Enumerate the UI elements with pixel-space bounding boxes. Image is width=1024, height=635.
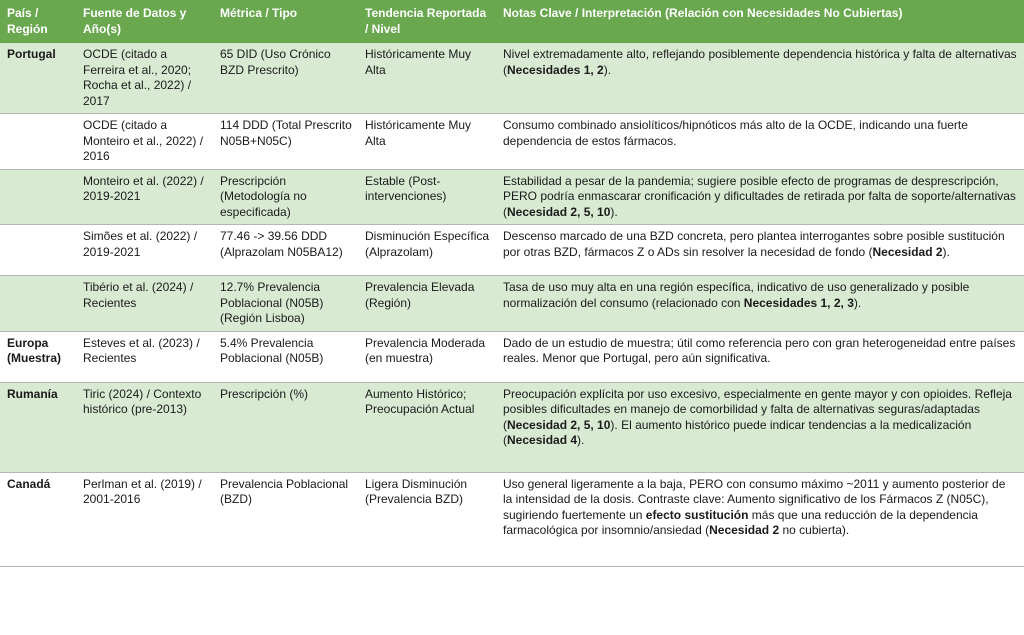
table-row: [0, 43, 1024, 114]
cell-metric: Prescripción (%): [213, 382, 358, 472]
cell-source: Perlman et al. (2019) / 2001-2016: [76, 472, 213, 566]
notes-emphasis: Necesidades 1, 2, 3: [743, 295, 854, 310]
cell-trend: Históricamente Muy Alta: [358, 43, 496, 114]
cell-region: Rumanía: [0, 382, 76, 472]
notes-text: Uso general ligeramente a la baja, PERO con consumo máximo ~2011 y aumento posterior de la intensidad de la dosis. Contraste clave: Aumento significativo de los Fármacos Z (N05C), sugiriendo fuertemente un: [503, 476, 1006, 522]
table-row: [0, 225, 1024, 276]
cell-source: OCDE (citado a Monteiro et al., 2022) / 2016: [76, 114, 213, 170]
notes-text: Estabilidad a pesar de la pandemia; sugiere posible efecto de programas de desprescripción, PERO podría enmascarar cronificación y dificultades de retirada por falta de soporte/alternativas (: [503, 173, 1016, 219]
notes-emphasis: Necesidad 4: [507, 433, 578, 447]
header-trend: Tendencia Reportada / Nivel: [358, 0, 496, 43]
cell-trend: Históricamente Muy Alta: [358, 114, 496, 170]
cell-trend: Aumento Histórico; Preocupación Actual: [358, 382, 496, 472]
table-row: [0, 276, 1024, 332]
notes-text: Nivel extremadamente alto, reflejando posiblemente dependencia histórica y falta de alternativas (: [503, 47, 1017, 77]
table-row: [0, 472, 1024, 566]
header-metric: Métrica / Tipo: [213, 0, 358, 43]
cell-region: [0, 169, 76, 225]
cell-metric: 65 DID (Uso Crónico BZD Prescrito): [213, 43, 358, 114]
cell-source: Simões et al. (2022) / 2019-2021: [76, 225, 213, 276]
cell-source: Monteiro et al. (2022) / 2019-2021: [76, 169, 213, 225]
notes-text: no cubierta).: [779, 523, 850, 537]
table-row: [0, 331, 1024, 382]
notes-text: Consumo combinado ansiolíticos/hipnóticos más alto de la OCDE, indicando una fuerte dependencia de estos fármacos.: [503, 118, 968, 148]
table-row: [0, 114, 1024, 170]
cell-trend: Estable (Post-intervenciones): [358, 169, 496, 225]
cell-source: Tiric (2024) / Contexto histórico (pre-2013): [76, 382, 213, 472]
table-body: [0, 43, 1024, 566]
cell-notes: [496, 382, 1024, 472]
header-source: Fuente de Datos y Año(s): [76, 0, 213, 43]
cell-metric: 77.46 -> 39.56 DDD (Alprazolam N05BA12): [213, 225, 358, 276]
cell-trend: Disminución Específica (Alprazolam): [358, 225, 496, 276]
cell-region: Portugal: [0, 43, 76, 114]
cell-notes: [496, 114, 1024, 170]
header-row: [0, 0, 1024, 43]
notes-emphasis: Necesidad 2: [872, 244, 943, 259]
notes-emphasis: Necesidad 2, 5, 10: [507, 204, 611, 219]
cell-notes: [496, 331, 1024, 382]
notes-text: ).: [603, 62, 612, 77]
notes-emphasis: Necesidades 1, 2: [507, 62, 604, 77]
cell-region: Europa (Muestra): [0, 331, 76, 382]
cell-region: [0, 225, 76, 276]
notes-text: ).: [577, 433, 585, 447]
cell-metric: 5.4% Prevalencia Poblacional (N05B): [213, 331, 358, 382]
cell-source: OCDE (citado a Ferreira et al., 2020; Rocha et al., 2022) / 2017: [76, 43, 213, 114]
notes-emphasis: Necesidad 2: [709, 523, 780, 537]
cell-region: Canadá: [0, 472, 76, 566]
cell-notes: [496, 43, 1024, 114]
cell-metric: Prescripción (Metodología no especificada): [213, 169, 358, 225]
cell-metric: Prevalencia Poblacional (BZD): [213, 472, 358, 566]
notes-text: Dado de un estudio de muestra; útil como referencia pero con gran heterogeneidad entre países reales. Menor que Portugal, pero aún significativa.: [503, 335, 1016, 365]
cell-notes: [496, 225, 1024, 276]
table-row: [0, 382, 1024, 472]
cell-region: [0, 276, 76, 332]
cell-region: [0, 114, 76, 170]
cell-trend: Prevalencia Elevada (Región): [358, 276, 496, 332]
header-notes: Notas Clave / Interpretación (Relación con Necesidades No Cubiertas): [496, 0, 1024, 43]
cell-source: Esteves et al. (2023) / Recientes: [76, 331, 213, 382]
cell-trend: Ligera Disminución (Prevalencia BZD): [358, 472, 496, 566]
notes-text: ).: [942, 244, 950, 259]
header-region: País / Región: [0, 0, 76, 43]
table-header: [0, 0, 1024, 43]
cell-metric: 12.7% Prevalencia Poblacional (N05B) (Región Lisboa): [213, 276, 358, 332]
notes-text: ).: [610, 204, 618, 219]
notes-emphasis: efecto sustitución: [645, 507, 749, 522]
cell-notes: [496, 276, 1024, 332]
notes-text: Tasa de uso muy alta en una región específica, indicativo de uso generalizado y posible normalización del consumo (relacionado con: [503, 280, 970, 310]
cell-notes: [496, 472, 1024, 566]
notes-emphasis: Necesidad 2, 5, 10: [507, 417, 611, 432]
cell-source: Tibério et al. (2024) / Recientes: [76, 276, 213, 332]
table-row: [0, 169, 1024, 225]
cell-notes: [496, 169, 1024, 225]
cell-trend: Prevalencia Moderada (en muestra): [358, 331, 496, 382]
notes-text: ). El aumento histórico puede indicar tendencias a la medicalización (: [503, 417, 972, 447]
notes-text: Descenso marcado de una BZD concreta, pero plantea interrogantes sobre posible sustitución por otras BZD, fármacos Z o ADs sin resolver la necesidad de fondo (: [503, 229, 1005, 259]
cell-metric: 114 DDD (Total Prescrito N05B+N05C): [213, 114, 358, 170]
notes-text: más que una reducción de la dependencia farmacológica por insomnio/ansiedad (: [503, 507, 978, 537]
notes-text: ).: [853, 295, 862, 310]
notes-text: Preocupación explícita por uso excesivo, especialmente en gente mayor y con opioides. Refleja posibles dificultades en manejo de comorbilidad y falta de alternativas seguras/adaptadas (: [503, 386, 1012, 432]
